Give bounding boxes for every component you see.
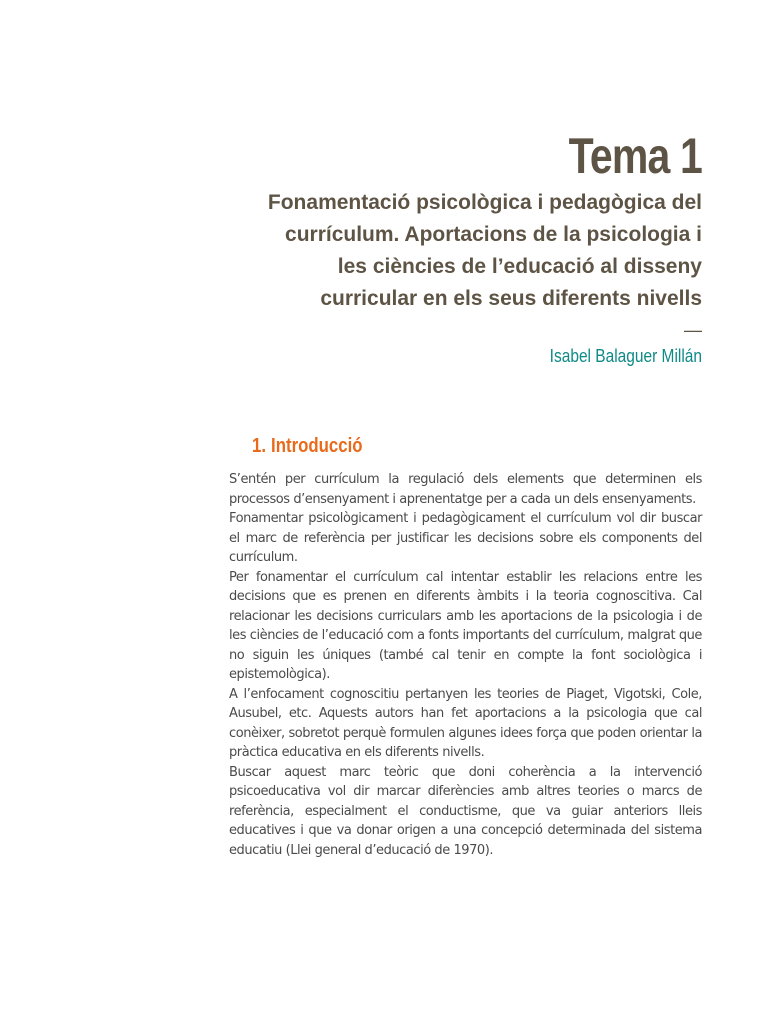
chapter-header: [220, 125, 702, 369]
subtitle-line: les ciències de l’educació al disseny: [337, 255, 702, 278]
author-name: Isabel Balaguer Millán: [549, 346, 702, 366]
section-heading: [252, 432, 363, 460]
paragraph: Buscar aquest marc teòric que doni coherència a la intervenció psicoeducativa vol dir marcar diferències amb altres teories o marcs de referència, especialment el conductisme, que va guiar anteriors lleis educatives i que va donar origen a una concepció determinada del sistema educatiu (Llei general d’educació de 1970).: [229, 764, 702, 858]
section-title: Introducció: [271, 435, 363, 457]
paragraph: Fonamentar psicològicament i pedagògicament el currículum vol dir buscar el marc de referència per justificar les decisions sobre els components del currículum.: [229, 511, 702, 565]
paragraph: A l’enfocament cognoscitiu pertanyen les teories de Piaget, Vigotski, Cole, Ausubel, etc. Aquests autors han fet aportacions a la psicologia que cal conèixer, sobretot perquè formulen algunes idees força que poden orientar la pràctica educativa en els diferents nivells.: [229, 686, 702, 760]
subtitle-line: Fonamentació psicològica i pedagògica del: [267, 191, 702, 214]
paragraph: Per fonamentar el currículum cal intentar establir les relacions entre les decisions que es prenen en diferents àmbits i la teoria cognoscitiva. Cal relacionar les decisions curriculars amb les aportacions de la psicologia i de les ciències de l’educació com a fonts importants del currículum, malgrat que no siguin les úniques (també cal tenir en compte la font sociològica i epistemològica).: [229, 569, 702, 682]
chapter-title: Tema 1: [568, 128, 702, 184]
subtitle-line: currículum. Aportacions de la psicologia i: [285, 223, 702, 246]
subtitle-line: curricular en els seus diferents nivells: [320, 287, 702, 310]
section-number: 1.: [252, 435, 267, 457]
author-separator: —: [684, 320, 702, 340]
body-text: [229, 470, 702, 860]
chapter-subtitle: [220, 187, 702, 315]
paragraph: S’entén per currículum la regulació dels elements que determinen els processos d’ensenyament i aprenentatge per a cada un dels ensenyaments.: [229, 472, 702, 507]
